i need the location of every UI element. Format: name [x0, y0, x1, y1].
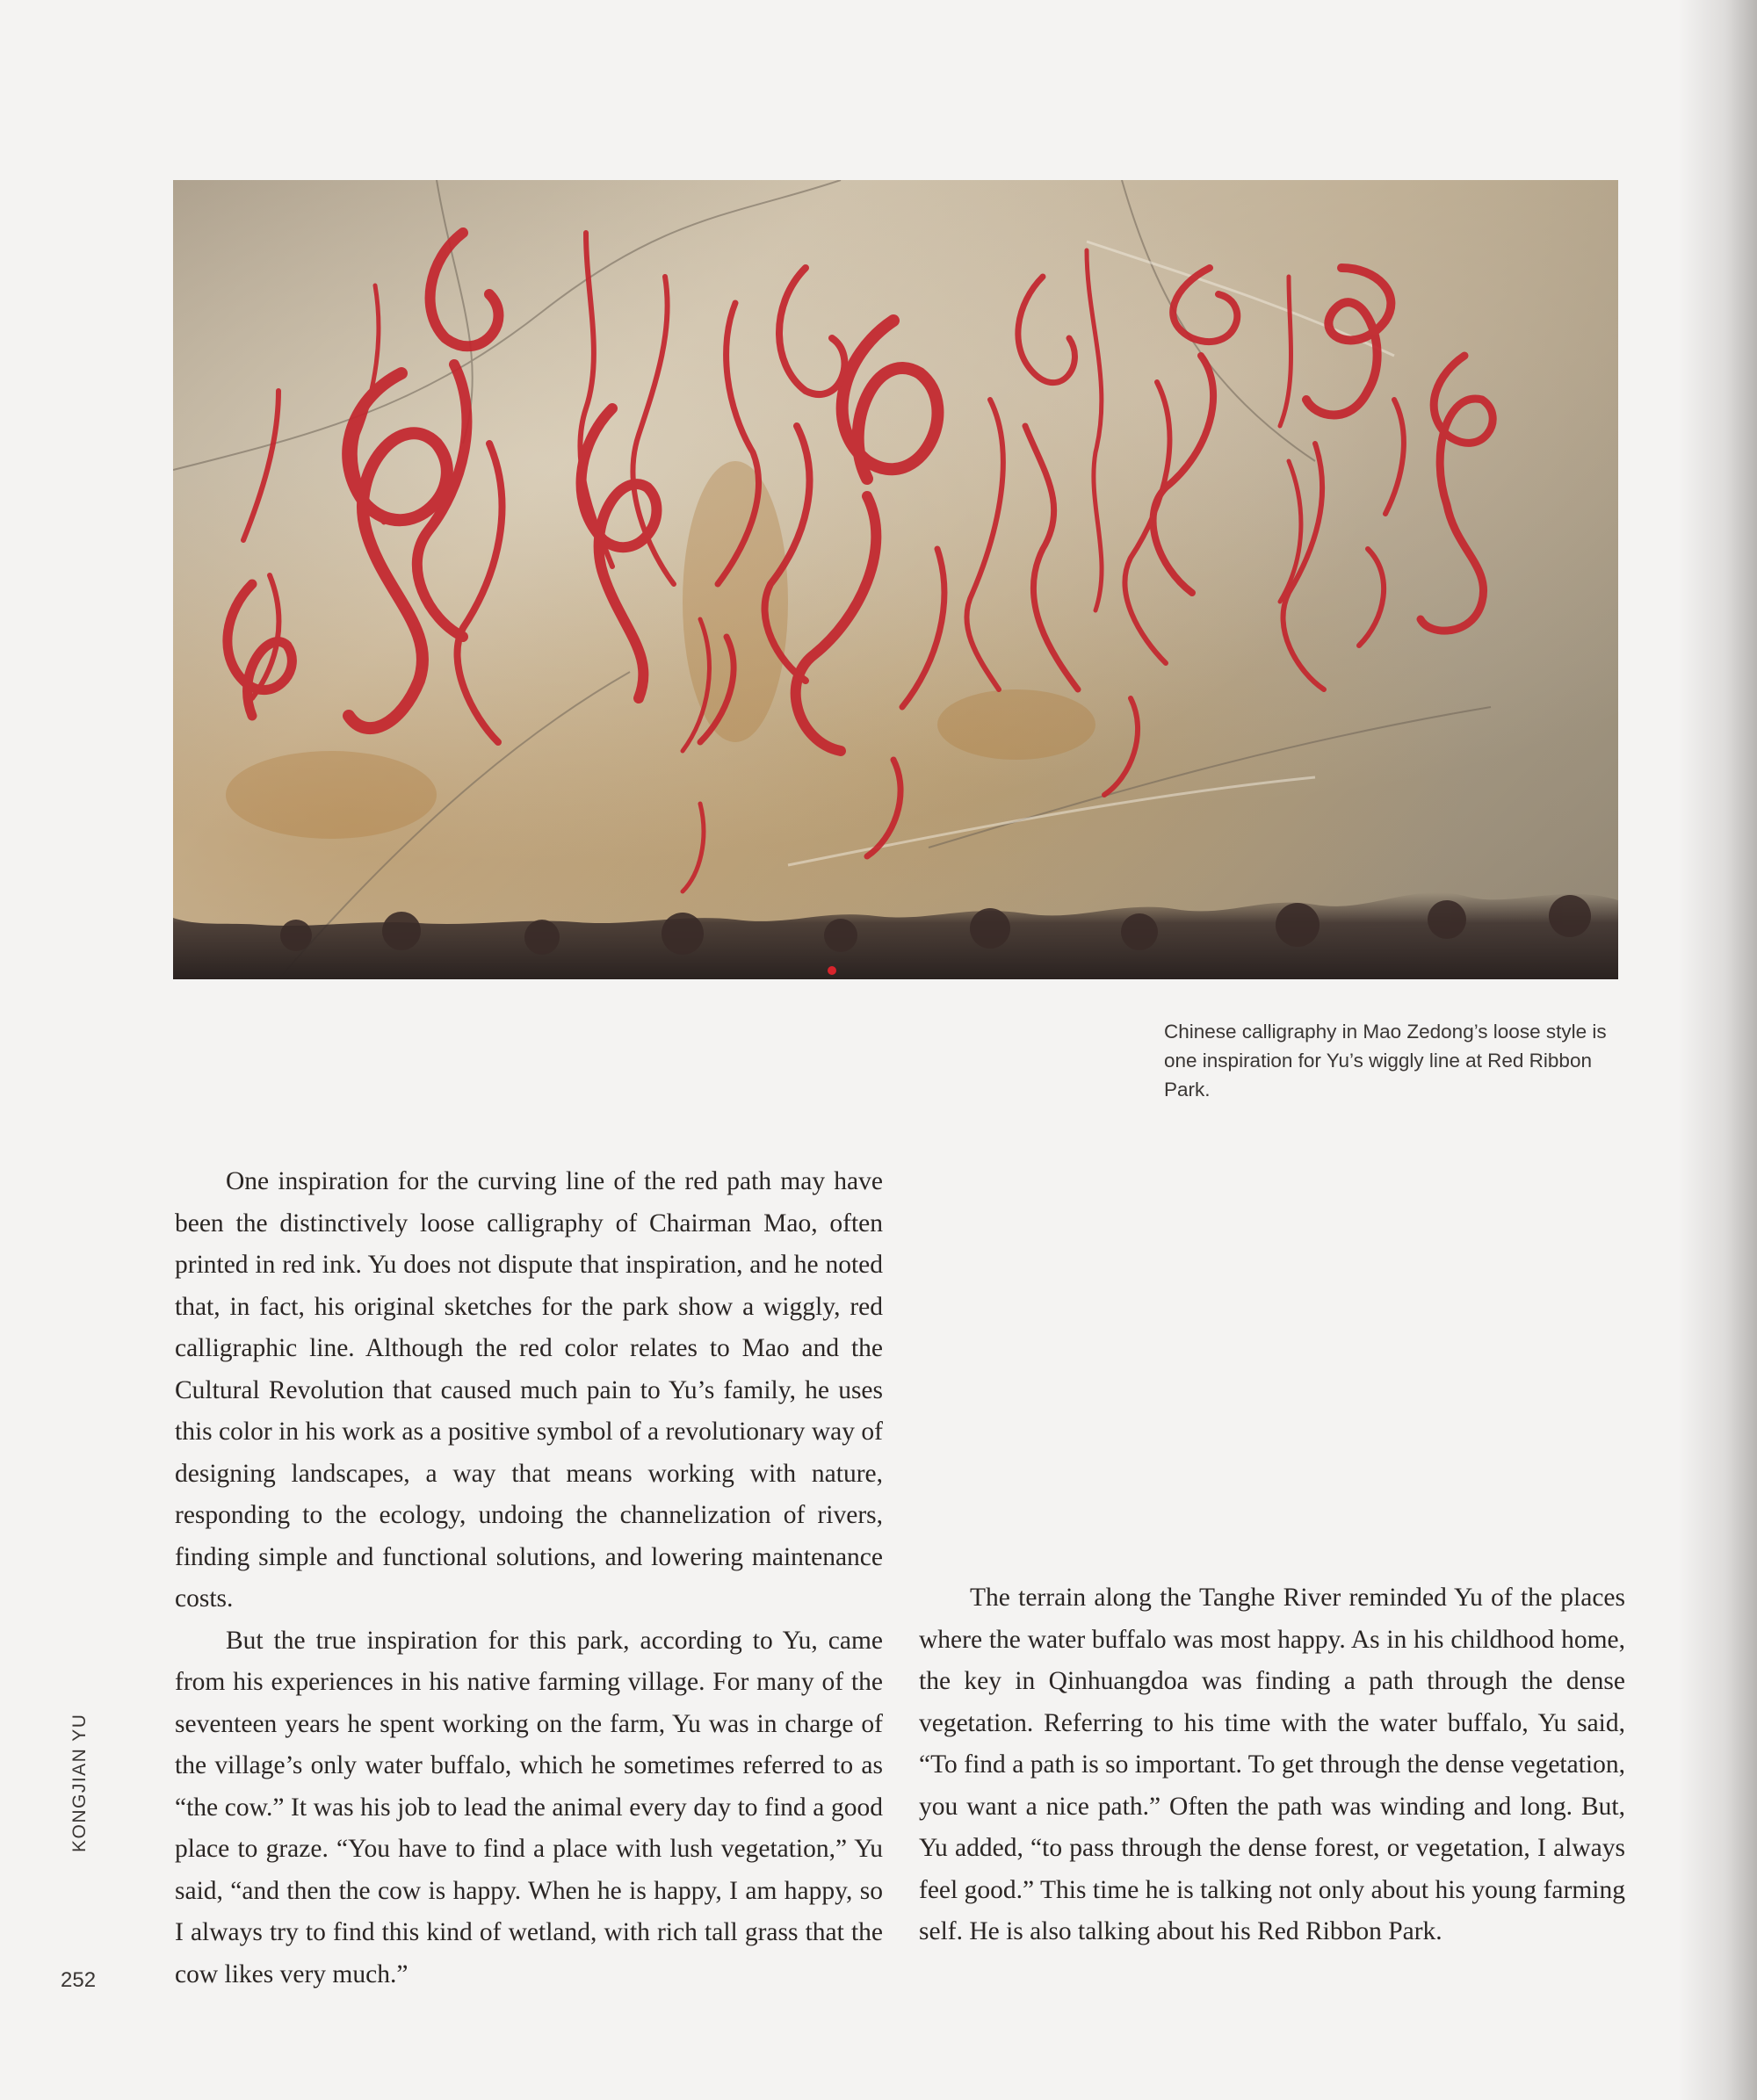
body-column-left: [175, 1161, 883, 1995]
body-column-right: [919, 1577, 1625, 1953]
page-number: 252: [61, 1968, 97, 1992]
page-gutter-shadow: [1678, 0, 1757, 2100]
body-paragraph: One inspiration for the curving line of the red path may have been the distinctively loose calligraphy of Chairman Mao, often printed in red ink. Yu does not dispute that inspiration, and he noted that, in fact, his original sketches for the park show a wiggly, red calligraphic line. Although the red color relates to Mao and the Cultural Revolution that caused much pain to Yu’s family, he uses this color in his work as a positive symbol of a revolutionary way of designing landscapes, a way that means working with nature, responding to the ecology, undoing the channelization of rivers, finding simple and functional solutions, and lowering maintenance costs.: [175, 1167, 883, 1613]
calligraphy-rock-photo: [173, 180, 1618, 979]
calligraphy-rock-image: [173, 180, 1618, 979]
body-paragraph: But the true inspiration for this park, according to Yu, came from his experiences in his native farming village. For many of the seventeen years he spent working on the farm, Yu was in charge of the village’s only water buffalo, which he sometimes referred to as “the cow.” It was his job to lead the animal every day to find a good place to graze. “You have to find a place with lush vegetation,” Yu said, “and then the cow is happy. When he is happy, I am happy, so I always try to find this kind of wetland, with rich tall grass that the cow likes very much.”: [175, 1626, 883, 1988]
figure-caption: Chinese calligraphy in Mao Zedong’s loose style is one inspiration for Yu’s wiggly line at Red Ribbon Park.: [1164, 1021, 1607, 1101]
body-paragraph: The terrain along the Tanghe River reminded Yu of the places where the water buffalo was most happy. As in his childhood home, the key in Qinhuangdoa was finding a path through the dense vegetation. Referring to his time with the water buffalo, Yu said, “To find a path is so important. To get through the dense vegetation, you want a nice path.” Often the path was winding and long. But, Yu added, “to pass through the dense forest, or vegetation, I always feel good.” This time he is talking not only about his young farming self. He is also talking about his Red Ribbon Park.: [919, 1584, 1625, 1945]
running-head: KONGJIAN YU: [69, 1713, 90, 1852]
